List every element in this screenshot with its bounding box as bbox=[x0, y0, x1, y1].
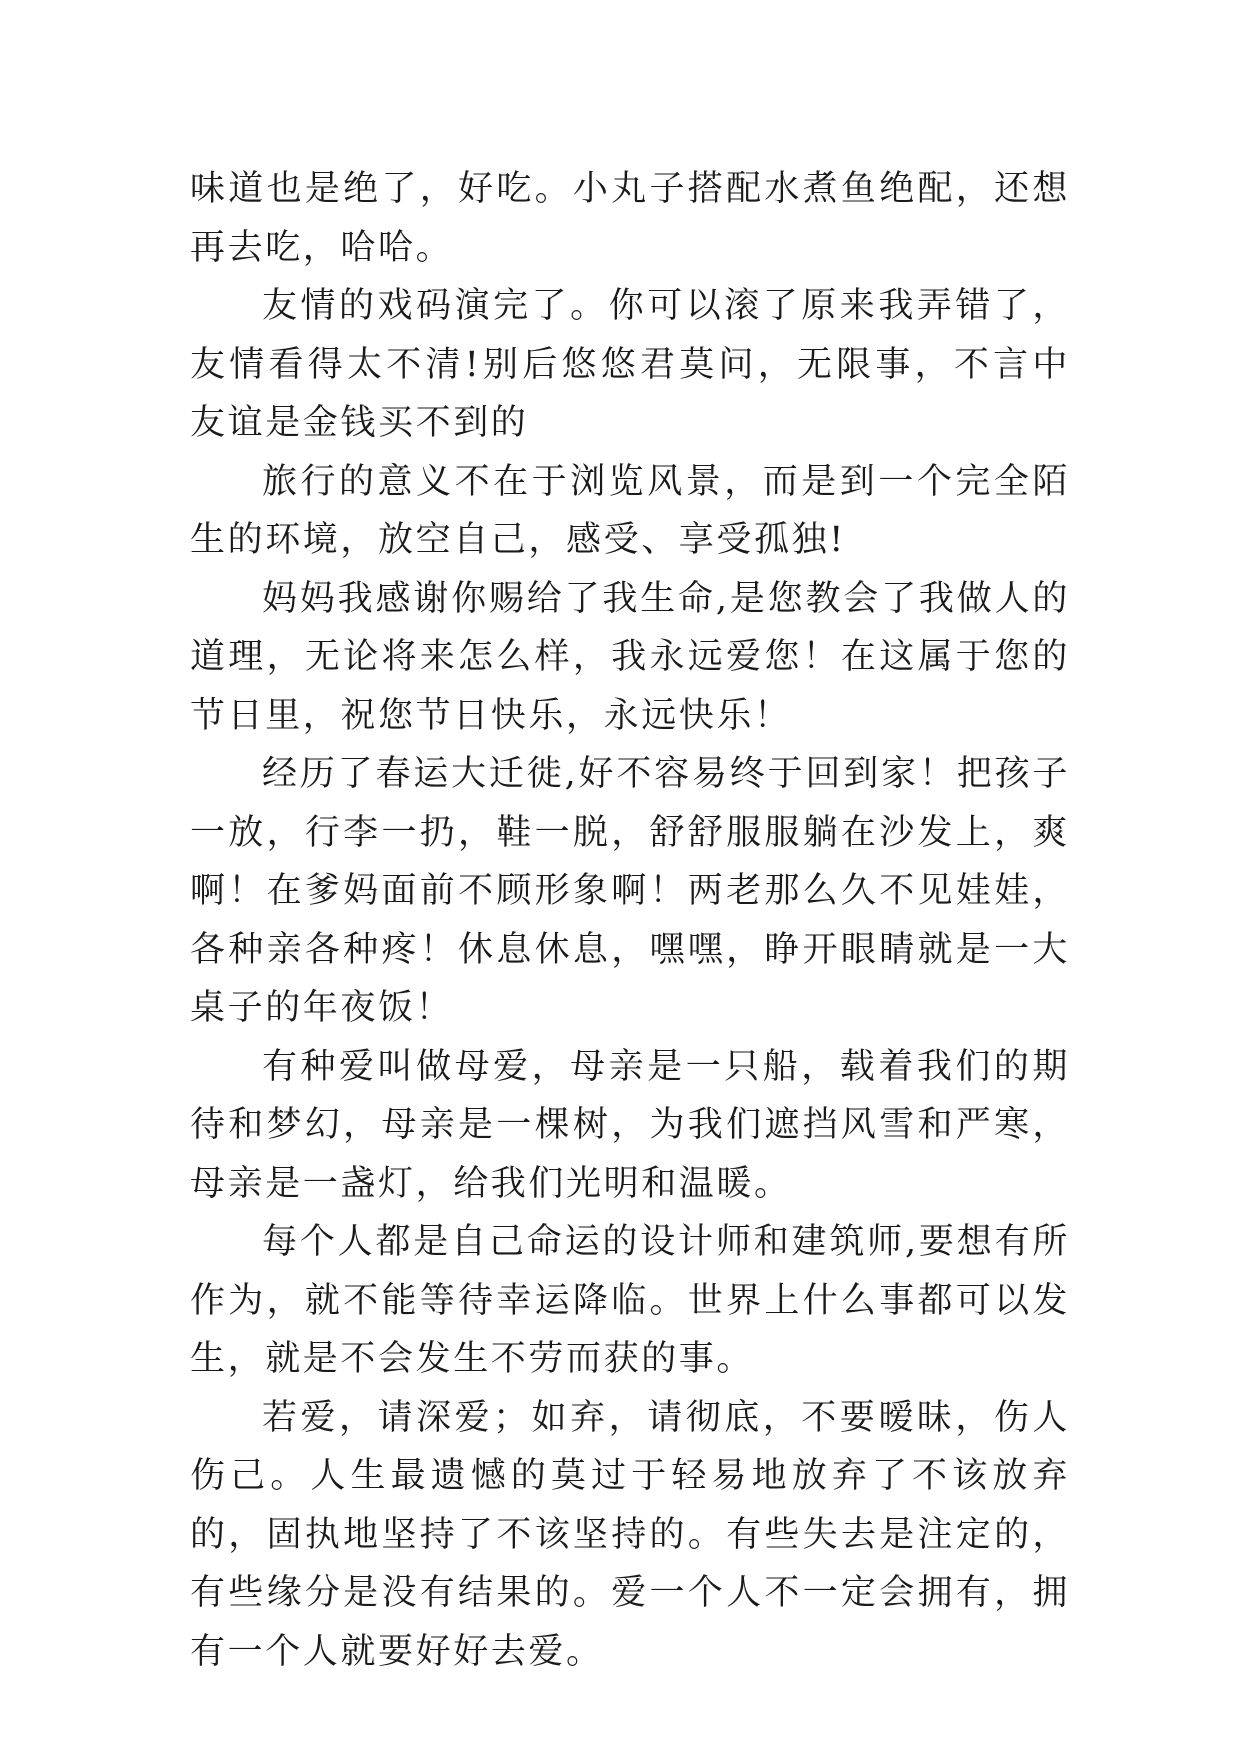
paragraph-mother-thanks: 妈妈我感谢你赐给了我生命,是您教会了我做人的道理，无论将来怎么样，我永远爱您！在这属于您的节日里，祝您节日快乐，永远快乐！ bbox=[190, 578, 1070, 736]
paragraph-spring-festival: 经历了春运大迁徙,好不容易终于回到家！把孩子一放，行李一扔，鞋一脱，舒舒服服躺在沙发上，爽啊！在爹妈面前不顾形象啊！两老那么久不见娃娃，各种亲各种疼！休息休息，嘿嘿，睁开眼睛就是一大桌子的年夜饭！ bbox=[190, 754, 1070, 1028]
paragraph-travel: 旅行的意义不在于浏览风景，而是到一个完全陌生的环境，放空自己，感受、享受孤独! bbox=[190, 461, 1070, 560]
paragraph-maternal-love: 有种爱叫做母爱，母亲是一只船，载着我们的期待和梦幻，母亲是一棵树，为我们遮挡风雪和严寒，母亲是一盏灯，给我们光明和温暖。 bbox=[190, 1046, 1070, 1204]
document-body bbox=[190, 160, 1070, 1681]
paragraph-love: 若爱，请深爱；如弃，请彻底，不要暧昧，伤人伤己。人生最遗憾的莫过于轻易地放弃了不该放弃的，固执地坚持了不该坚持的。有些失去是注定的，有些缘分是没有结果的。爱一个人不一定会拥有，拥有一个人就要好好去爱。 bbox=[190, 1397, 1070, 1672]
paragraph-friendship: 友情的戏码演完了。你可以滚了原来我弄错了，友情看得太不清!别后悠悠君莫问，无限事，不言中友谊是金钱买不到的 bbox=[190, 286, 1070, 443]
paragraph-destiny: 每个人都是自己命运的设计师和建筑师,要想有所作为，就不能等待幸运降临。世界上什么事都可以发生，就是不会发生不劳而获的事。 bbox=[190, 1222, 1070, 1379]
paragraph-continuation: 味道也是绝了，好吃。小丸子搭配水煮鱼绝配，还想再去吃，哈哈。 bbox=[190, 169, 1070, 268]
